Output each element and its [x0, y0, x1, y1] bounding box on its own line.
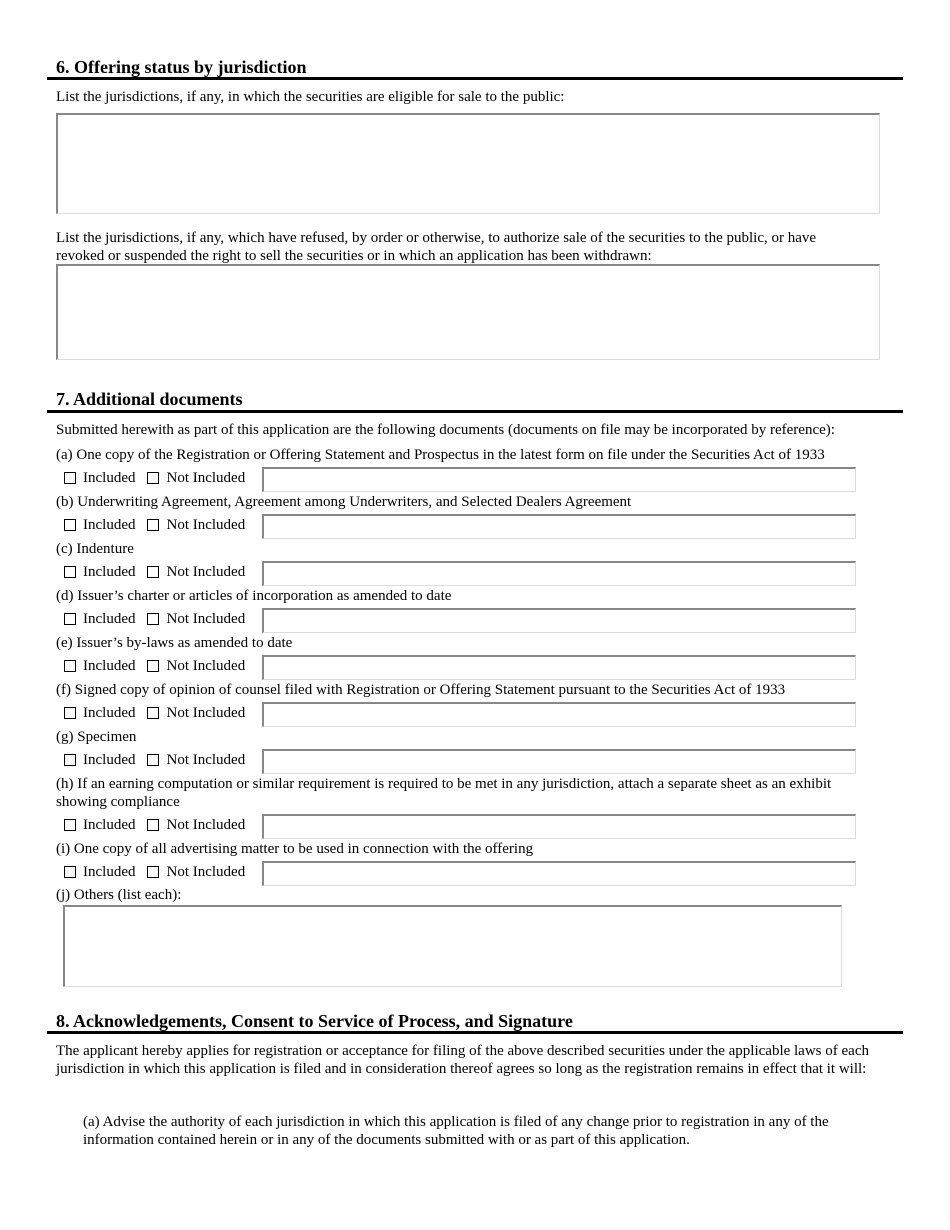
- others-label: (j) Others (list each):: [56, 887, 182, 903]
- document-item-input[interactable]: [262, 561, 856, 586]
- checkbox-box: [64, 472, 76, 484]
- document-item-options: [64, 608, 257, 630]
- included-checkbox[interactable]: Included: [64, 470, 135, 487]
- document-item-label: (b) Underwriting Agreement, Agreement among Underwriters, and Selected Dealers Agreement: [56, 494, 632, 510]
- included-checkbox[interactable]: Included: [64, 517, 135, 534]
- checkbox-box: [64, 566, 76, 578]
- document-item-label: (i) One copy of all advertising matter to be used in connection with the offering: [56, 841, 534, 857]
- additional-documents-intro: Submitted herewith as part of this application are the following documents (documents on file may be incorporated by reference):: [56, 422, 835, 438]
- document-item-label: (g) Specimen: [56, 729, 137, 745]
- document-item-options: [64, 514, 257, 536]
- others-textarea[interactable]: [63, 905, 842, 987]
- checkbox-box: [64, 707, 76, 719]
- refused-jurisdictions-prompt: List the jurisdictions, if any, which have refused, by order or otherwise, to authorize sale of the securities to the public, or have revoked or suspended the right to sell the securities or in which an application has been withdrawn:: [56, 230, 817, 264]
- document-item-label: (h) If an earning computation or similar requirement is required to be met in any jurisdiction, attach a separate sheet as an exhibit showing compliance: [56, 776, 832, 810]
- checkbox-box: [64, 660, 76, 672]
- document-item-options: [64, 702, 257, 724]
- included-checkbox[interactable]: Included: [64, 705, 135, 722]
- included-checkbox[interactable]: Included: [64, 564, 135, 581]
- checkbox-box: [64, 754, 76, 766]
- acknowledgement-intro: The applicant hereby applies for registration or acceptance for filing of the above described securities under the applicable laws of each jurisdiction in which this application is filed and in consideration thereof agrees so long as the registration remains in effect that it will:: [56, 1043, 869, 1077]
- document-item-options: [64, 467, 257, 489]
- document-item-input[interactable]: [262, 861, 856, 886]
- included-checkbox[interactable]: Included: [64, 864, 135, 881]
- acknowledgement-item-a: (a) Advise the authority of each jurisdiction in which this application is filed of any change prior to registration in any of the information contained herein or in any of the documents submitted with or as part of this application.: [83, 1114, 829, 1148]
- document-item-label: (c) Indenture: [56, 541, 134, 557]
- section-7-rule: [47, 410, 903, 413]
- document-item-label: (e) Issuer’s by-laws as amended to date: [56, 635, 293, 651]
- checkbox-box: [147, 707, 159, 719]
- refused-jurisdictions-textarea[interactable]: [56, 264, 880, 360]
- not-included-checkbox[interactable]: Not Included: [147, 470, 245, 487]
- checkbox-box: [147, 519, 159, 531]
- document-item-input[interactable]: [262, 608, 856, 633]
- document-item-input[interactable]: [262, 814, 856, 839]
- section-6-rule: [47, 77, 903, 80]
- checkbox-box: [147, 819, 159, 831]
- included-checkbox[interactable]: Included: [64, 817, 135, 834]
- document-item-label: (d) Issuer’s charter or articles of incorporation as amended to date: [56, 588, 452, 604]
- document-item-input[interactable]: [262, 749, 856, 774]
- included-checkbox[interactable]: Included: [64, 752, 135, 769]
- checkbox-box: [64, 866, 76, 878]
- section-8-heading: 8. Acknowledgements, Consent to Service of Process, and Signature: [56, 1011, 573, 1031]
- document-item-options: [64, 861, 257, 883]
- section-7-heading: 7. Additional documents: [56, 389, 243, 409]
- eligible-jurisdictions-textarea[interactable]: [56, 113, 880, 214]
- not-included-checkbox[interactable]: Not Included: [147, 658, 245, 675]
- checkbox-box: [147, 866, 159, 878]
- checkbox-box: [147, 613, 159, 625]
- not-included-checkbox[interactable]: Not Included: [147, 817, 245, 834]
- checkbox-box: [147, 754, 159, 766]
- document-item-input[interactable]: [262, 702, 856, 727]
- not-included-checkbox[interactable]: Not Included: [147, 705, 245, 722]
- checkbox-box: [64, 819, 76, 831]
- included-checkbox[interactable]: Included: [64, 658, 135, 675]
- included-checkbox[interactable]: Included: [64, 611, 135, 628]
- document-item-options: [64, 561, 257, 583]
- document-item-options: [64, 749, 257, 771]
- eligible-jurisdictions-prompt: List the jurisdictions, if any, in which the securities are eligible for sale to the public:: [56, 89, 565, 105]
- document-item-input[interactable]: [262, 467, 856, 492]
- checkbox-box: [64, 519, 76, 531]
- not-included-checkbox[interactable]: Not Included: [147, 864, 245, 881]
- checkbox-box: [147, 472, 159, 484]
- document-item-input[interactable]: [262, 655, 856, 680]
- not-included-checkbox[interactable]: Not Included: [147, 611, 245, 628]
- checkbox-box: [147, 566, 159, 578]
- document-item-label: (f) Signed copy of opinion of counsel filed with Registration or Offering Statement pursuant to the Securities Act of 1933: [56, 682, 786, 698]
- document-item-options: [64, 655, 257, 677]
- not-included-checkbox[interactable]: Not Included: [147, 517, 245, 534]
- document-item-options: [64, 814, 257, 836]
- checkbox-box: [64, 613, 76, 625]
- section-8-rule: [47, 1031, 903, 1034]
- checkbox-box: [147, 660, 159, 672]
- not-included-checkbox[interactable]: Not Included: [147, 564, 245, 581]
- document-item-label: (a) One copy of the Registration or Offering Statement and Prospectus in the latest form on file under the Securities Act of 1933: [56, 447, 825, 463]
- not-included-checkbox[interactable]: Not Included: [147, 752, 245, 769]
- document-item-input[interactable]: [262, 514, 856, 539]
- section-6-heading: 6. Offering status by jurisdiction: [56, 57, 307, 77]
